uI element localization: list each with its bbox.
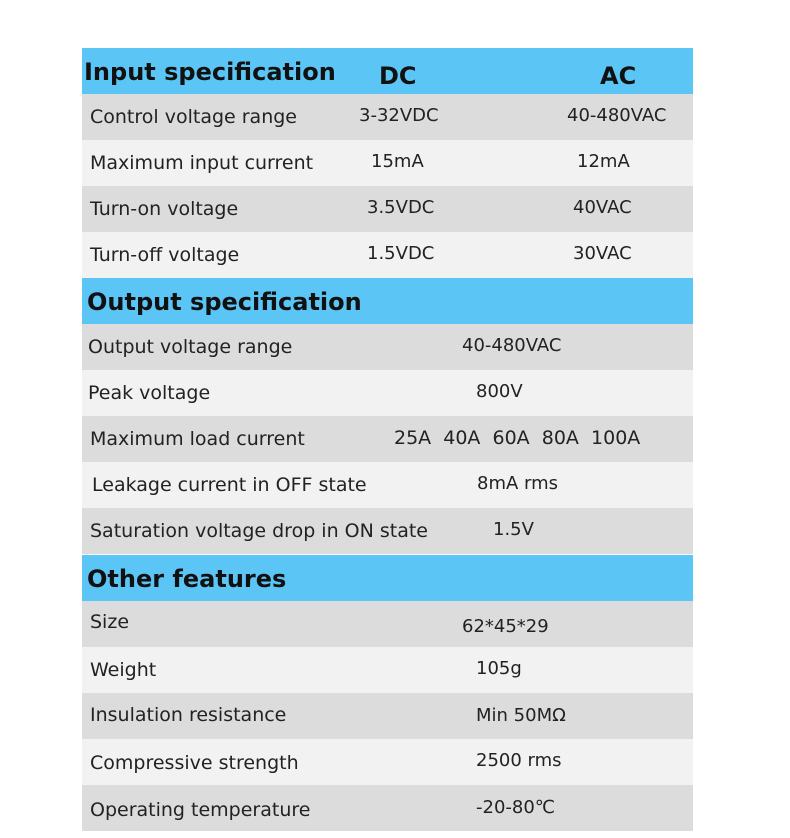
output-spec-title: Output specification bbox=[87, 288, 362, 316]
row-label: Control voltage range bbox=[90, 106, 297, 128]
input-row bbox=[82, 186, 693, 232]
other-features-title: Other features bbox=[87, 565, 287, 593]
feature-row bbox=[82, 647, 693, 693]
dc-column-header: DC bbox=[379, 62, 417, 90]
row-label: Maximum load current bbox=[90, 428, 305, 450]
output-row bbox=[82, 370, 693, 416]
row-value: 40-480VAC bbox=[462, 335, 562, 356]
feature-row bbox=[82, 739, 693, 785]
row-label: Weight bbox=[90, 659, 157, 681]
other-features-header bbox=[82, 555, 693, 601]
output-row bbox=[82, 462, 693, 508]
row-label: Operating temperature bbox=[90, 799, 311, 821]
row-label: Turn-on voltage bbox=[90, 198, 239, 220]
row-label: Insulation resistance bbox=[90, 704, 287, 726]
row-value: 8mA rms bbox=[477, 473, 559, 494]
row-value: Min 50MΩ bbox=[476, 705, 566, 726]
ac-value: 30VAC bbox=[573, 243, 632, 264]
feature-row bbox=[82, 693, 693, 739]
input-spec-header bbox=[82, 48, 693, 94]
input-row bbox=[82, 140, 693, 186]
row-value: 62*45*29 bbox=[462, 616, 549, 637]
ac-column-header: AC bbox=[600, 62, 637, 90]
row-label: Saturation voltage drop in ON state bbox=[90, 520, 428, 542]
dc-value: 15mA bbox=[371, 151, 424, 172]
row-label: Compressive strength bbox=[90, 752, 299, 774]
output-row bbox=[82, 416, 693, 462]
row-label: Peak voltage bbox=[88, 382, 211, 404]
output-row bbox=[82, 324, 693, 370]
ac-value: 40-480VAC bbox=[567, 105, 667, 126]
input-spec-title: Input specification bbox=[84, 58, 336, 86]
dc-value: 3.5VDC bbox=[367, 197, 435, 218]
row-value: 105g bbox=[476, 658, 522, 679]
row-label: Size bbox=[90, 611, 130, 633]
row-value: 25A 40A 60A 80A 100A bbox=[394, 427, 641, 449]
dc-value: 1.5VDC bbox=[367, 243, 435, 264]
output-spec-header bbox=[82, 278, 693, 324]
row-value: -20-80℃ bbox=[476, 797, 556, 818]
row-value: 1.5V bbox=[493, 519, 534, 540]
row-value: 800V bbox=[476, 381, 523, 402]
row-value: 2500 rms bbox=[476, 750, 562, 771]
ac-value: 40VAC bbox=[573, 197, 632, 218]
feature-row bbox=[82, 601, 693, 647]
dc-value: 3-32VDC bbox=[359, 105, 439, 126]
output-row bbox=[82, 508, 693, 554]
input-row bbox=[82, 94, 693, 140]
input-row bbox=[82, 232, 693, 278]
row-label: Output voltage range bbox=[88, 336, 293, 358]
feature-row bbox=[82, 785, 693, 831]
row-label: Leakage current in OFF state bbox=[92, 474, 367, 496]
row-label: Turn-off voltage bbox=[90, 244, 240, 266]
row-label: Maximum input current bbox=[90, 152, 314, 174]
ac-value: 12mA bbox=[577, 151, 630, 172]
